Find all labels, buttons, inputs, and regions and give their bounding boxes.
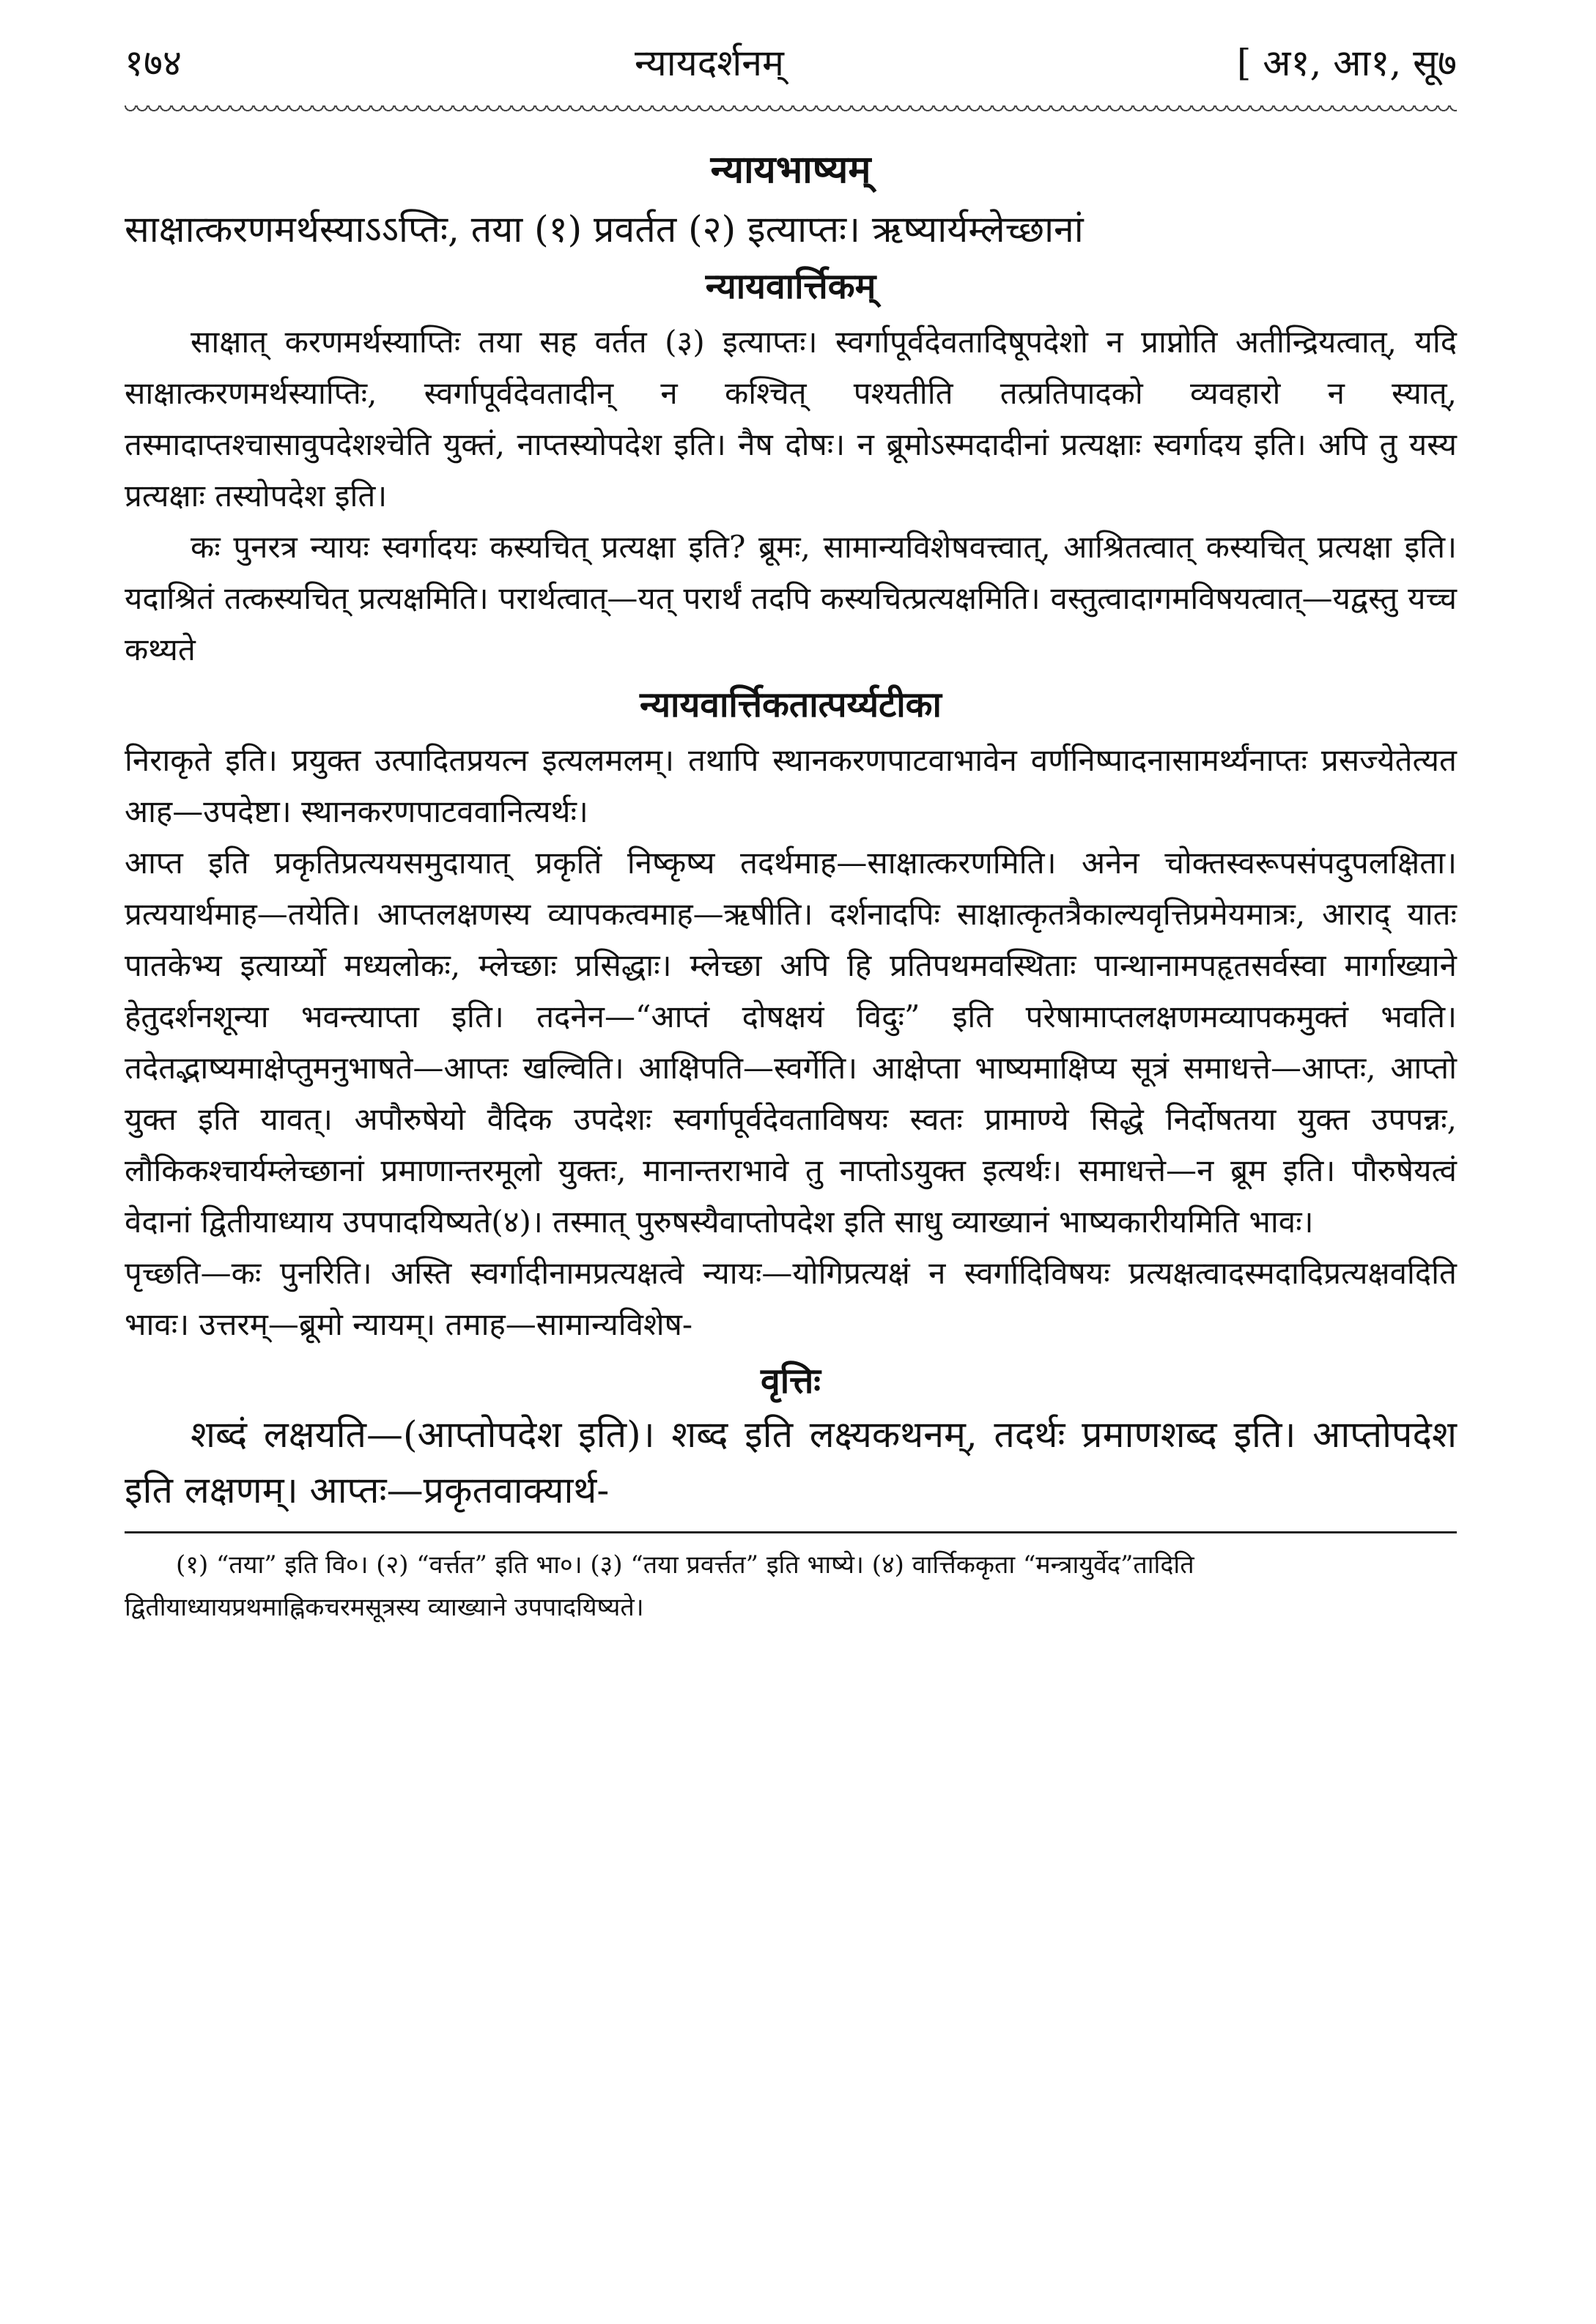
tika-heading: न्यायवार्त्तिकतात्पर्य्यटीका [640,684,942,725]
vartika-paragraph-2: कः पुनरत्र न्यायः स्वर्गादयः कस्यचित् प्रत्यक्षा इति? ब्रूमः, सामान्यविशेषवत्त्वात्, आश्रितत्वात् कस्यचित् प्रत्यक्षा इति। यदाश्रितं तत्कस्यचित् प्रत्यक्षमिति। परार्थत्वात्—यत् परार्थं तदपि कस्यचित्प्रत्यक्षमिति। वस्तुत्वादागमविषयत्वात्—यद्वस्तु यच्च कथ्यते [125,529,1457,667]
header-divider [125,106,1457,123]
vartika-paragraph-1: साक्षात् करणमर्थस्याप्तिः तया सह वर्तत (३) इत्याप्तः। स्वर्गापूर्वदेवतादिषूपदेशो न प्राप्नोति अतीन्द्रियत्वात्, यदि साक्षात्करणमर्थस्याप्तिः, स्वर्गापूर्वदेवतादीन् न कश्चित् पश्यतीति तत्प्रतिपादको व्यवहारो न स्यात्, तस्मादाप्तश्चासावुपदेशश्चेति युक्तं, नाप्तस्योपदेश इति। नैष दोषः। न ब्रूमोऽस्मदादीनां प्रत्यक्षाः स्वर्गादय इति। अपि तु यस्य प्रत्यक्षाः तस्योपदेश इति। [125,324,1457,514]
page-title: न्यायदर्शनम् [635,42,784,84]
running-head [125,37,1457,98]
page-number: १७४ [125,42,182,84]
vritti-heading: वृत्तिः [761,1361,821,1402]
bhashya-heading: न्यायभाष्यम् [710,147,871,192]
tika-paragraph-2: आप्त इति प्रकृतिप्रत्ययसमुदायात् प्रकृतिं निष्कृष्य तदर्थमाह—साक्षात्करणमिति। अनेन चोक्तस्वरूपसंपदुपलक्षिता। प्रत्ययार्थमाह—तयेति। आप्तलक्षणस्य व्यापकत्वमाह—ऋषीति। दर्शनादपिः साक्षात्कृतत्रैकाल्यवृत्तिप्रमेयमात्रः, आराद् यातः पातकेभ्य इत्यार्य्यो मध्यलोकः, म्लेच्छाः प्रसिद्धाः। म्लेच्छा अपि हि प्रतिपथमवस्थिताः पान्थानामपहृतसर्वस्वा मार्गाख्याने हेतुदर्शनशून्या भवन्त्याप्ता इति। तदनेन—“आप्तं दोषक्षयं विदुः” इति परेषामाप्तलक्षणमव्यापकमुक्तं भवति। तदेतद्भाष्यमाक्षेप्तुमनुभाषते—आप्तः खल्विति। आक्षिपति—स्वर्गेति। आक्षेप्ता भाष्यमाक्षिप्य सूत्रं समाधत्ते—आप्तः, आप्तो युक्त इति यावत्। अपौरुषेयो वैदिक उपदेशः स्वर्गापूर्वदेवताविषयः स्वतः प्रामाण्ये सिद्धे निर्दोषतया युक्त उपपन्नः, लौकिकश्चार्यम्लेच्छानां प्रमाणान्तरमूलो युक्तः, मानान्तराभावे तु नाप्तोऽयुक्त इत्यर्थः। समाधत्ते—न ब्रूम इति। पौरुषेयत्वं वेदानां द्वितीयाध्याय उपपादयिष्यते(४)। तस्मात् पुरुषस्यैवाप्तोपदेश इति साधु व्याख्यानं भाष्यकारीयमिति भावः। [125,845,1457,1240]
footnote-divider [125,1531,1457,1533]
tika-paragraph-1: निराकृते इति। प्रयुक्त उत्पादितप्रयत्न इत्यलमलम्। तथापि स्थानकरणपाटवाभावेन वर्णनिष्पादनासामर्थ्यंनाप्तः प्रसज्येतेत्यत आह—उपदेष्टा। स्थानकरणपाटववानित्यर्थः। [125,742,1457,829]
footnotes: (१) “तया” इति वि०। (२) “वर्त्तत” इति भा०। (३) “तया प्रवर्त्तत” इति भाष्ये। (४) वार्त्तिककृता “मन्त्रायुर्वेद”तादिति द्वितीयाध्यायप्रथमाह्निकचरमसूत्रस्य व्याख्याने उपपादयिष्यते। [125,1550,1194,1622]
vartika-heading: न्यायवार्त्तिकम् [705,266,876,307]
section-reference: [ अ१, आ१, सू७ [1236,42,1457,84]
vritti-text: शब्दं लक्षयति—(आप्तोपदेश इति)। शब्द इति लक्ष्यकथनम्, तदर्थः प्रमाणशब्द इति। आप्तोपदेश इति लक्षणम्। आप्तः—प्रकृतवाक्यार्थ- [125,1413,1457,1511]
bhashya-text: साक्षात्करणमर्थस्याऽऽप्तिः, तया (१) प्रवर्तत (२) इत्याप्तः। ऋष्यार्यम्लेच्छानां [125,208,1084,251]
tika-paragraph-3: पृच्छति—कः पुनरिति। अस्ति स्वर्गादीनामप्रत्यक्षत्वे न्यायः—योगिप्रत्यक्षं न स्वर्गादिविषयः प्रत्यक्षत्वादस्मदादिप्रत्यक्षवदिति भावः। उत्तरम्—ब्रूमो न्यायम्। तमाह—सामान्यविशेष- [125,1255,1457,1342]
